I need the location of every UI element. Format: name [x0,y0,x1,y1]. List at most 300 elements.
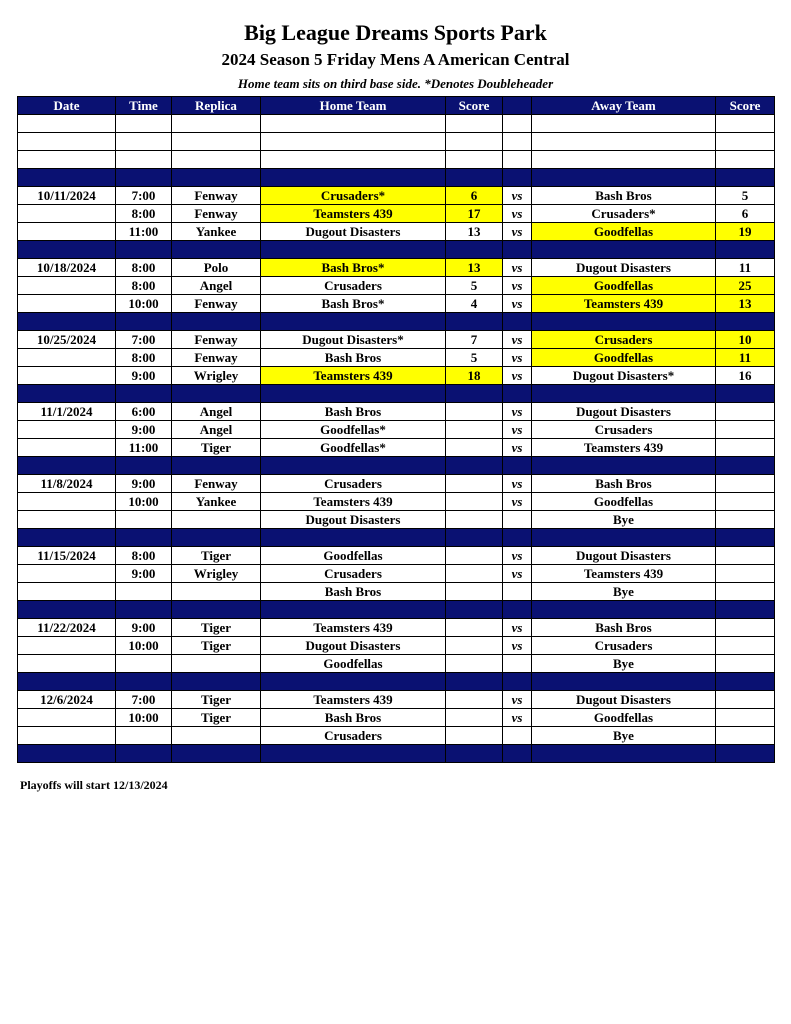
separator-cell [503,745,532,763]
game-replica [172,583,261,601]
separator-cell [261,529,446,547]
game-time: 10:00 [116,493,172,511]
separator-cell [172,529,261,547]
game-time [116,727,172,745]
home-team: Teamsters 439 [261,493,446,511]
separator-cell [172,745,261,763]
game-replica: Yankee [172,493,261,511]
away-score [716,565,775,583]
empty-cell [446,115,503,133]
table-row [18,511,775,529]
game-replica: Fenway [172,349,261,367]
separator-cell [116,457,172,475]
blank-row [18,133,775,151]
home-score [446,493,503,511]
game-time: 10:00 [116,637,172,655]
column-header-date: Date [18,97,116,115]
separator-cell [18,673,116,691]
away-score: 11 [716,349,775,367]
separator-cell [172,241,261,259]
vs-label: vs [503,295,532,313]
separator-cell [261,457,446,475]
vs-label: vs [503,403,532,421]
table-row [18,295,775,313]
separator-cell [532,673,716,691]
away-score [716,583,775,601]
game-time: 11:00 [116,223,172,241]
separator-cell [716,457,775,475]
separator-cell [18,169,116,187]
separator-cell [716,601,775,619]
empty-cell [261,115,446,133]
away-score [716,691,775,709]
home-team: Goodfellas [261,655,446,673]
home-team: Dugout Disasters* [261,331,446,349]
separator-cell [116,241,172,259]
game-date: 10/18/2024 [18,259,116,277]
game-date [18,349,116,367]
away-team: Bash Bros [532,475,716,493]
empty-cell [261,151,446,169]
separator-cell [18,241,116,259]
separator-cell [716,673,775,691]
empty-cell [116,151,172,169]
away-team: Teamsters 439 [532,565,716,583]
home-score: 18 [446,367,503,385]
home-score: 5 [446,277,503,295]
separator-cell [116,529,172,547]
game-date: 10/25/2024 [18,331,116,349]
home-team: Bash Bros [261,709,446,727]
empty-cell [116,133,172,151]
game-time: 10:00 [116,295,172,313]
game-time: 10:00 [116,709,172,727]
away-score [716,439,775,457]
away-score: 11 [716,259,775,277]
game-replica: Tiger [172,547,261,565]
home-team: Crusaders [261,277,446,295]
away-team: Goodfellas [532,493,716,511]
schedule-body [18,115,775,763]
week-separator [18,745,775,763]
game-date [18,583,116,601]
separator-cell [261,241,446,259]
game-time: 6:00 [116,403,172,421]
vs-label: vs [503,367,532,385]
home-score [446,709,503,727]
separator-cell [446,241,503,259]
game-date [18,421,116,439]
vs-label: vs [503,223,532,241]
separator-cell [116,745,172,763]
home-score [446,583,503,601]
game-date [18,493,116,511]
game-replica: Angel [172,277,261,295]
game-date: 12/6/2024 [18,691,116,709]
game-replica: Tiger [172,691,261,709]
vs-label: vs [503,493,532,511]
home-score: 6 [446,187,503,205]
separator-cell [172,313,261,331]
empty-cell [503,133,532,151]
away-team: Bye [532,583,716,601]
blank-row [18,115,775,133]
home-team: Goodfellas* [261,421,446,439]
home-team: Crusaders* [261,187,446,205]
separator-cell [172,601,261,619]
away-team: Dugout Disasters [532,547,716,565]
away-score [716,727,775,745]
home-score [446,475,503,493]
away-score [716,709,775,727]
game-time [116,583,172,601]
vs-label [503,727,532,745]
home-score: 13 [446,259,503,277]
game-date [18,709,116,727]
away-score [716,421,775,439]
away-score: 19 [716,223,775,241]
home-team: Bash Bros [261,349,446,367]
table-row [18,331,775,349]
away-team: Goodfellas [532,709,716,727]
game-date [18,511,116,529]
table-row [18,475,775,493]
separator-cell [532,529,716,547]
separator-cell [446,673,503,691]
away-score [716,475,775,493]
game-replica: Tiger [172,619,261,637]
separator-cell [172,673,261,691]
away-score: 13 [716,295,775,313]
separator-cell [532,457,716,475]
game-time [116,655,172,673]
home-score [446,421,503,439]
away-team: Dugout Disasters* [532,367,716,385]
game-replica: Tiger [172,439,261,457]
separator-cell [503,601,532,619]
game-replica: Angel [172,403,261,421]
table-row [18,403,775,421]
column-header-home-team: Home Team [261,97,446,115]
column-header-replica: Replica [172,97,261,115]
away-score [716,547,775,565]
separator-cell [716,169,775,187]
week-separator [18,241,775,259]
game-time: 8:00 [116,349,172,367]
home-team: Bash Bros* [261,295,446,313]
page-subtitle: 2024 Season 5 Friday Mens A American Central [221,50,570,69]
empty-cell [716,151,775,169]
vs-label [503,655,532,673]
playoffs-note: Playoffs will start 12/13/2024 [20,778,168,792]
home-team: Teamsters 439 [261,367,446,385]
game-date: 11/22/2024 [18,619,116,637]
game-date: 10/11/2024 [18,187,116,205]
home-score: 5 [446,349,503,367]
separator-cell [532,601,716,619]
separator-cell [261,169,446,187]
home-score: 7 [446,331,503,349]
home-team: Teamsters 439 [261,205,446,223]
separator-cell [261,745,446,763]
column-header-time: Time [116,97,172,115]
separator-cell [532,745,716,763]
game-date [18,367,116,385]
game-date [18,295,116,313]
table-row [18,277,775,295]
home-team: Goodfellas* [261,439,446,457]
vs-label: vs [503,205,532,223]
table-row [18,583,775,601]
vs-label: vs [503,277,532,295]
empty-cell [503,151,532,169]
vs-label: vs [503,439,532,457]
separator-cell [261,313,446,331]
empty-cell [716,115,775,133]
away-team: Crusaders* [532,205,716,223]
game-replica: Fenway [172,295,261,313]
table-row [18,439,775,457]
away-team: Dugout Disasters [532,691,716,709]
vs-label: vs [503,331,532,349]
separator-cell [503,673,532,691]
vs-label: vs [503,619,532,637]
away-team: Bye [532,655,716,673]
home-score: 4 [446,295,503,313]
page-title: Big League Dreams Sports Park [244,20,547,45]
separator-cell [18,601,116,619]
away-score: 6 [716,205,775,223]
separator-cell [172,385,261,403]
separator-cell [503,169,532,187]
vs-label: vs [503,637,532,655]
game-time: 8:00 [116,205,172,223]
column-header-home-score: Score [446,97,503,115]
week-separator [18,601,775,619]
away-team: Goodfellas [532,349,716,367]
empty-cell [172,115,261,133]
home-score [446,403,503,421]
column-header-away-score: Score [716,97,775,115]
empty-cell [503,115,532,133]
away-score: 10 [716,331,775,349]
week-separator [18,313,775,331]
game-time: 8:00 [116,259,172,277]
vs-label: vs [503,709,532,727]
column-header-vs [503,97,532,115]
separator-cell [446,529,503,547]
empty-cell [532,115,716,133]
away-score [716,655,775,673]
game-date [18,205,116,223]
game-replica: Polo [172,259,261,277]
home-score [446,511,503,529]
away-team: Goodfellas [532,277,716,295]
home-score [446,655,503,673]
table-row [18,349,775,367]
schedule-note: Home team sits on third base side. *Denotes Doubleheader [237,76,554,91]
home-team: Dugout Disasters [261,511,446,529]
table-row [18,655,775,673]
home-team: Crusaders [261,565,446,583]
separator-cell [18,385,116,403]
schedule-table [17,96,775,763]
away-score: 25 [716,277,775,295]
table-row [18,259,775,277]
separator-cell [116,385,172,403]
game-replica: Fenway [172,205,261,223]
separator-cell [116,601,172,619]
vs-label: vs [503,259,532,277]
table-header-row [18,97,775,115]
vs-label [503,583,532,601]
game-date [18,637,116,655]
table-row [18,421,775,439]
home-score [446,439,503,457]
game-time: 7:00 [116,331,172,349]
game-time: 9:00 [116,619,172,637]
game-date [18,277,116,295]
away-score [716,511,775,529]
away-team: Bye [532,511,716,529]
table-row [18,691,775,709]
game-date [18,655,116,673]
column-header-away-team: Away Team [532,97,716,115]
game-time: 7:00 [116,187,172,205]
separator-cell [503,457,532,475]
home-team: Bash Bros* [261,259,446,277]
separator-cell [18,457,116,475]
game-date [18,565,116,583]
home-score [446,619,503,637]
empty-cell [172,151,261,169]
separator-cell [503,313,532,331]
vs-label [503,511,532,529]
home-team: Dugout Disasters [261,637,446,655]
week-separator [18,385,775,403]
empty-cell [18,133,116,151]
game-date: 11/1/2024 [18,403,116,421]
home-team: Bash Bros [261,583,446,601]
game-replica [172,511,261,529]
separator-cell [446,385,503,403]
vs-label: vs [503,565,532,583]
away-team: Dugout Disasters [532,259,716,277]
separator-cell [18,745,116,763]
game-time: 11:00 [116,439,172,457]
empty-cell [116,115,172,133]
away-team: Bash Bros [532,619,716,637]
vs-label: vs [503,421,532,439]
away-team: Crusaders [532,637,716,655]
separator-cell [172,457,261,475]
away-score: 5 [716,187,775,205]
separator-cell [446,313,503,331]
home-team: Crusaders [261,475,446,493]
home-score [446,547,503,565]
game-replica: Wrigley [172,565,261,583]
table-row [18,709,775,727]
game-replica [172,727,261,745]
separator-cell [261,601,446,619]
home-score: 13 [446,223,503,241]
separator-cell [532,385,716,403]
empty-cell [446,133,503,151]
home-team: Crusaders [261,727,446,745]
home-score [446,637,503,655]
separator-cell [116,313,172,331]
away-team: Crusaders [532,421,716,439]
game-time [116,511,172,529]
separator-cell [532,169,716,187]
separator-cell [716,745,775,763]
separator-cell [446,457,503,475]
table-row [18,727,775,745]
away-score [716,637,775,655]
game-time: 9:00 [116,421,172,439]
home-team: Bash Bros [261,403,446,421]
game-replica: Wrigley [172,367,261,385]
away-team: Bash Bros [532,187,716,205]
game-time: 8:00 [116,277,172,295]
game-date [18,439,116,457]
blank-row [18,151,775,169]
empty-cell [18,151,116,169]
week-separator [18,457,775,475]
away-team: Bye [532,727,716,745]
week-separator [18,673,775,691]
separator-cell [532,241,716,259]
away-score: 16 [716,367,775,385]
separator-cell [18,529,116,547]
away-score [716,619,775,637]
away-team: Teamsters 439 [532,295,716,313]
home-team: Dugout Disasters [261,223,446,241]
separator-cell [503,385,532,403]
vs-label: vs [503,547,532,565]
game-replica: Fenway [172,475,261,493]
home-team: Teamsters 439 [261,691,446,709]
separator-cell [446,745,503,763]
separator-cell [503,529,532,547]
away-team: Teamsters 439 [532,439,716,457]
game-replica: Fenway [172,187,261,205]
week-separator [18,529,775,547]
game-time: 7:00 [116,691,172,709]
separator-cell [116,169,172,187]
game-date: 11/8/2024 [18,475,116,493]
empty-cell [532,151,716,169]
game-date: 11/15/2024 [18,547,116,565]
separator-cell [716,529,775,547]
separator-cell [116,673,172,691]
empty-cell [172,133,261,151]
game-time: 8:00 [116,547,172,565]
table-row [18,493,775,511]
table-row [18,223,775,241]
home-score [446,727,503,745]
away-team: Dugout Disasters [532,403,716,421]
separator-cell [716,385,775,403]
away-team: Goodfellas [532,223,716,241]
separator-cell [716,241,775,259]
home-score [446,565,503,583]
game-replica: Tiger [172,637,261,655]
away-score [716,493,775,511]
game-replica [172,655,261,673]
vs-label: vs [503,691,532,709]
separator-cell [503,241,532,259]
